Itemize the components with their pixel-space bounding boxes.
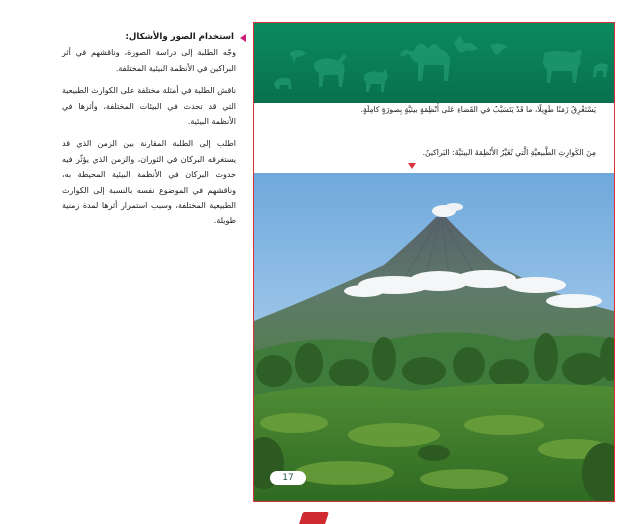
notes-paragraph-3: اطلب إلى الطلبة المقارنة بين الزمن الذي قد يستغرقه البركان في الثوران، والزمن الذي يؤثّر فيه حدوث البركان في الأنظمة البيئية المحيطة به، وناقشهم في الموضوع نفسه بالنسبة إلى الكوارث الطبيعية المختلفة، وسبب استمرار أثرها لمدة زمنية طويلة. [62, 139, 236, 226]
green-banner [254, 23, 614, 103]
question-text-2: مِنَ الكَوارِثِ الطَّبيعيَّةِ الَّتي تُغَيِّرُ الأَنْظِمَةَ البيئيَّةَ: البَراكينُ. [422, 148, 596, 157]
notes-paragraph-2: ناقش الطلبة في أمثلة مختلفة على الكوارث الطبيعية التي قد تحدث في البيئات المختلفة، وأثرها في الأنظمة البيئية. [62, 86, 236, 127]
animal-silhouettes-icon [254, 23, 614, 103]
notes-heading-text: استخدام الصور والأشكال: [125, 32, 234, 42]
notes-heading [62, 30, 236, 45]
student-page [253, 22, 615, 502]
red-arrow-down-icon [408, 163, 416, 169]
question-text-1: يَسْتَغْرِقُ زَمَنًا طَوِيلًا، ما قَدْ يَتَسَبَّبُ في القَضاءِ عَلى أَنْظِمَةٍ بيئيَّةٍ بِصورَةٍ كامِلَةٍ. [360, 105, 596, 114]
page-number: 17 [270, 471, 306, 485]
volcano-photo [254, 173, 614, 502]
pink-bullet-icon [240, 34, 246, 42]
notes-paragraph-1: وجّه الطلبة إلى دراسة الصورة، وناقشهم في أثر البراكين في الأنظمة البيئية المختلفة. [62, 48, 236, 73]
corner-tab-icon [299, 512, 329, 524]
teacher-notes [62, 30, 236, 236]
